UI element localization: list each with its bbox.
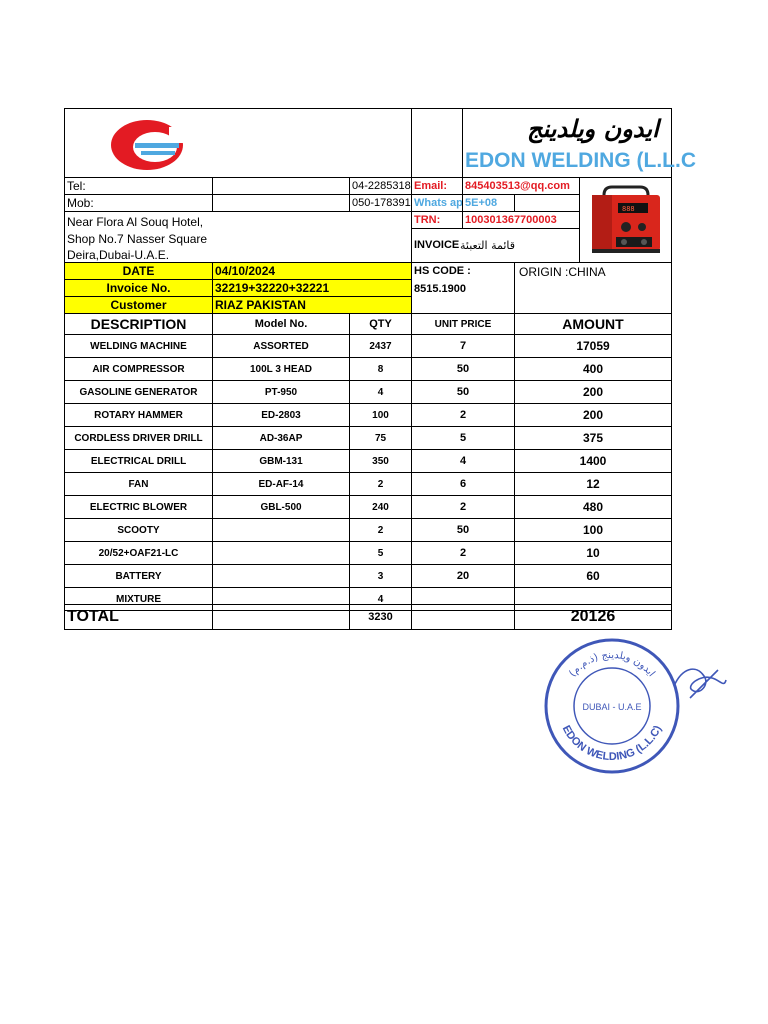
invoice-label-ar: قائمة التعبئة (460, 239, 515, 252)
whatsapp-value: 5E+08 (462, 194, 515, 212)
row-qty: 2 (349, 472, 412, 496)
hs-code-label: HS CODE : (414, 265, 471, 277)
row-amount: 200 (514, 380, 672, 404)
row-description: BATTERY (64, 564, 213, 588)
row-unit-price: 50 (411, 518, 515, 542)
row-amount: 200 (514, 403, 672, 427)
row-description: WELDING MACHINE (64, 334, 213, 358)
row-unit-price: 2 (411, 403, 515, 427)
row-description: CORDLESS DRIVER DRILL (64, 426, 213, 450)
row-description: ELECTRIC BLOWER (64, 495, 213, 519)
header-amount: AMOUNT (514, 313, 672, 335)
customer-label: Customer (64, 296, 213, 314)
company-name-ar: ايدون ويلدينج (527, 115, 659, 143)
hs-code-cell (411, 262, 515, 314)
row-description: MIXTURE (64, 587, 213, 611)
row-unit-price: 7 (411, 334, 515, 358)
stamp-text-bottom: EDON WELDING (L.L.C) (559, 723, 665, 764)
row-qty: 2437 (349, 334, 412, 358)
whatsapp-blank (514, 194, 580, 212)
company-name-cell (462, 108, 696, 178)
date-label: DATE (64, 262, 213, 280)
tel-label: Tel: (64, 177, 213, 195)
header-qty: QTY (349, 313, 412, 335)
row-amount: 100 (514, 518, 672, 542)
product-image-cell (579, 177, 672, 263)
email-label: Email: (411, 177, 463, 195)
row-model: ED-AF-14 (212, 472, 350, 496)
welding-machine-icon (586, 185, 666, 257)
row-unit-price: 4 (411, 449, 515, 473)
row-amount: 400 (514, 357, 672, 381)
email-value: 845403513@qq.com (462, 177, 580, 195)
header-unit-price: UNIT PRICE (411, 313, 515, 335)
row-unit-price: 50 (411, 357, 515, 381)
row-model: GBM-131 (212, 449, 350, 473)
total-amount: 20126 (514, 604, 672, 630)
tel-blank (212, 177, 350, 195)
row-amount: 60 (514, 564, 672, 588)
invoice-sheet (64, 108, 696, 630)
row-qty: 100 (349, 403, 412, 427)
edon-logo-icon (109, 117, 193, 173)
trn-label: TRN: (411, 211, 463, 229)
company-stamp (542, 636, 682, 776)
mob-value: 050-178391 (349, 194, 412, 212)
row-qty: 3 (349, 564, 412, 588)
row-qty: 4 (349, 587, 412, 611)
whatsapp-label: Whats ap (411, 194, 463, 212)
mob-label: Mob: (64, 194, 213, 212)
row-unit-price: 2 (411, 495, 515, 519)
row-model: 100L 3 HEAD (212, 357, 350, 381)
row-model: ED-2803 (212, 403, 350, 427)
row-unit-price: 6 (411, 472, 515, 496)
company-name-en: EDON WELDING (L.L.C (465, 149, 696, 172)
total-unit-blank (411, 604, 515, 630)
origin-text: ORIGIN :CHINA (519, 265, 606, 279)
row-amount: 12 (514, 472, 672, 496)
invoice-label: INVOICE (414, 239, 460, 251)
row-description: FAN (64, 472, 213, 496)
row-description: AIR COMPRESSOR (64, 357, 213, 381)
row-qty: 8 (349, 357, 412, 381)
signature (670, 658, 730, 708)
invoice-no-label: Invoice No. (64, 279, 213, 297)
row-qty: 350 (349, 449, 412, 473)
total-qty: 3230 (349, 604, 412, 630)
row-unit-price: 5 (411, 426, 515, 450)
invoice-no-value: 32219+32220+32221 (212, 279, 412, 297)
row-qty: 240 (349, 495, 412, 519)
total-label: TOTAL (64, 604, 213, 630)
row-description: SCOOTY (64, 518, 213, 542)
tel-value: 04-2285318 (349, 177, 412, 195)
header-model: Model No. (212, 313, 350, 335)
row-amount: 375 (514, 426, 672, 450)
row-qty: 4 (349, 380, 412, 404)
stamp-text-top: ايدون ويلدينج (ذ.م.م) (567, 649, 657, 680)
row-description: ELECTRICAL DRILL (64, 449, 213, 473)
row-unit-price: 50 (411, 380, 515, 404)
row-model (212, 564, 350, 588)
row-model: GBL-500 (212, 495, 350, 519)
row-model: ASSORTED (212, 334, 350, 358)
row-qty: 75 (349, 426, 412, 450)
row-model: PT-950 (212, 380, 350, 404)
logo-cell (64, 108, 412, 178)
row-amount: 480 (514, 495, 672, 519)
address-line-3: Deira,Dubai-U.A.E. (67, 248, 170, 262)
origin-cell (514, 262, 672, 314)
invoice-label-cell (411, 228, 580, 263)
row-model (212, 518, 350, 542)
trn-value: 100301367700003 (462, 211, 580, 229)
header-description: DESCRIPTION (64, 313, 213, 335)
row-unit-price: 20 (411, 564, 515, 588)
row-unit-price: 2 (411, 541, 515, 565)
total-model-blank (212, 604, 350, 630)
row-qty: 5 (349, 541, 412, 565)
row-description: GASOLINE GENERATOR (64, 380, 213, 404)
row-description: 20/52+OAF21-LC (64, 541, 213, 565)
row-qty: 2 (349, 518, 412, 542)
address-line-2: Shop No.7 Nasser Square (67, 231, 208, 246)
mob-blank (212, 194, 350, 212)
row-model: AD-36AP (212, 426, 350, 450)
hs-code-value: 8515.1900 (414, 283, 466, 295)
row-model (212, 541, 350, 565)
svg-text:888: 888 (622, 205, 635, 213)
stamp-text-middle: DUBAI - U.A.E (582, 702, 642, 712)
row-description: ROTARY HAMMER (64, 403, 213, 427)
row-amount: 10 (514, 541, 672, 565)
date-value: 04/10/2024 (212, 262, 412, 280)
customer-value: RIAZ PAKISTAN (212, 296, 412, 314)
address-line-1: Near Flora Al Souq Hotel, (67, 215, 204, 229)
header-spacer-cell (411, 108, 463, 178)
row-amount: 1400 (514, 449, 672, 473)
row-amount: 17059 (514, 334, 672, 358)
address-cell (64, 211, 412, 263)
